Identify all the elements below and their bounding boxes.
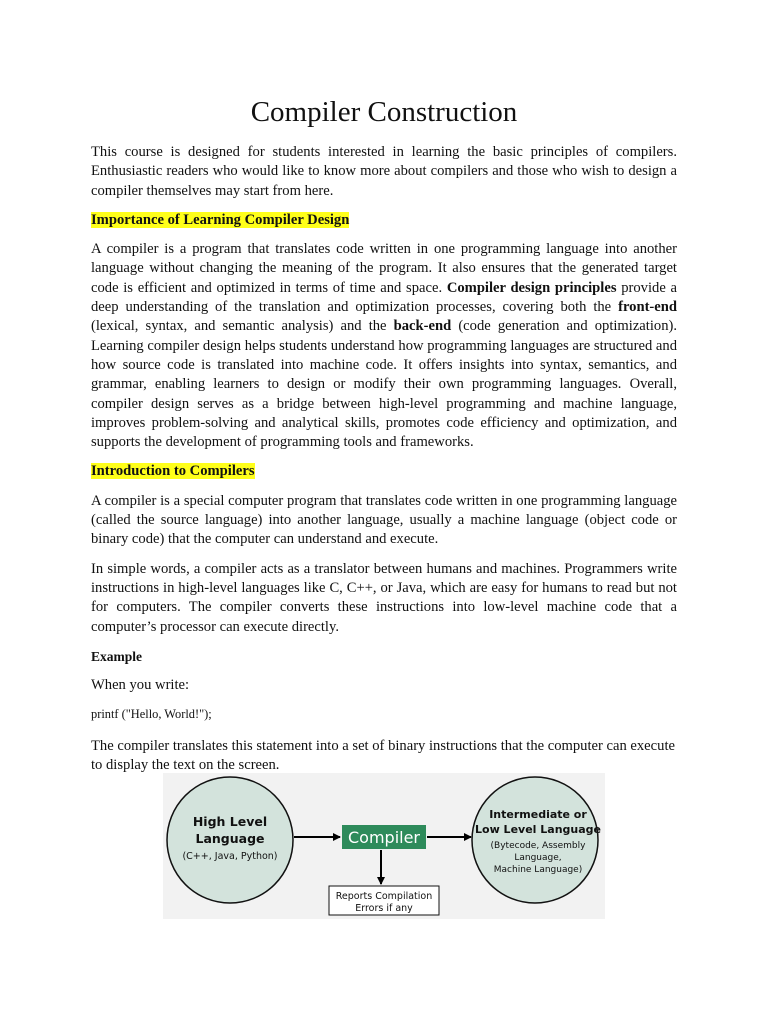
importance-paragraph bbox=[91, 240, 677, 452]
importance-text-2: provide a deep understanding of the translation and optimization processes, covering both the bbox=[91, 279, 677, 316]
right-sub-1: (Bytecode, Assembly bbox=[490, 841, 586, 851]
importance-text-1: A compiler is a program that translates code written in one programming language into another language without changing the meaning of the program. It also ensures that the generated target code is efficient and optimized in terms of time and space. bbox=[91, 241, 677, 296]
importance-bold-1: Compiler design principles bbox=[446, 279, 617, 296]
compiler-diagram-svg bbox=[163, 773, 605, 919]
errors-label-1: Reports Compilation bbox=[335, 891, 433, 902]
right-title-2: Low Level Language bbox=[475, 823, 601, 836]
code-snippet: printf ("Hello, World!"); bbox=[91, 707, 212, 722]
left-subtitle: (C++, Java, Python) bbox=[182, 851, 278, 862]
importance-text-4: (code generation and optimization). Learning compiler design helps students understand how programming languages are structured and how source code is translated into machine code. It offers insights into syntax, semantics, and grammar, enabling learners to design or modify their own programming languages. Overall, compiler design serves as a bridge between high-level programming and machine language, improves problem-solving and analytical skills, promotes code efficiency and optimization, and supports the development of programming tools and frameworks. bbox=[91, 318, 677, 451]
right-sub-2: Language, bbox=[514, 853, 562, 863]
section-heading-importance-text: Importance of Learning Compiler Design bbox=[91, 211, 350, 228]
example-label: Example bbox=[91, 648, 143, 664]
when-you-write: When you write: bbox=[91, 677, 190, 694]
document-page bbox=[91, 92, 677, 785]
section-heading-intro bbox=[91, 462, 677, 481]
importance-text-3: (lexical, syntax, and semantic analysis) and the bbox=[91, 318, 394, 335]
section-heading-intro-text: Introduction to Compilers bbox=[91, 463, 255, 480]
low-level-language-circle bbox=[472, 777, 598, 903]
intro-compilers-paragraph-1: A compiler is a special computer program that translates code written in one programming language (called the source language) into another language, usually a machine language (object code or binary code) that the computer can understand and execute. bbox=[91, 492, 677, 548]
importance-bold-2: front-end bbox=[618, 299, 677, 316]
errors-label-2: Errors if any bbox=[355, 903, 413, 914]
importance-bold-3: back-end bbox=[393, 318, 452, 335]
compiler-diagram bbox=[163, 773, 605, 919]
document-title: Compiler Construction bbox=[250, 96, 518, 128]
intro-paragraph: This course is designed for students interested in learning the basic principles of compilers. Enthusiastic readers who would like to know more about compilers and those who wish to design a compiler themselves may start from here. bbox=[91, 144, 677, 199]
right-sub-3: Machine Language) bbox=[493, 865, 583, 875]
left-title-2: Language bbox=[195, 831, 265, 846]
right-title-1: Intermediate or bbox=[489, 808, 587, 821]
after-code-paragraph: The compiler translates this statement into a set of binary instructions that the computer can execute to display the text on the screen. bbox=[91, 737, 675, 774]
left-title-1: High Level bbox=[192, 814, 268, 829]
section-heading-importance bbox=[91, 211, 677, 230]
compiler-label: Compiler bbox=[347, 828, 421, 847]
intro-compilers-paragraph-2: In simple words, a compiler acts as a translator between humans and machines. Programmers write instructions in high-level languages like C, C++, or Java, which are easy for humans to read but not for computers. The compiler converts these instructions into low-level machine code that a computer’s processor can execute directly. bbox=[91, 560, 677, 635]
